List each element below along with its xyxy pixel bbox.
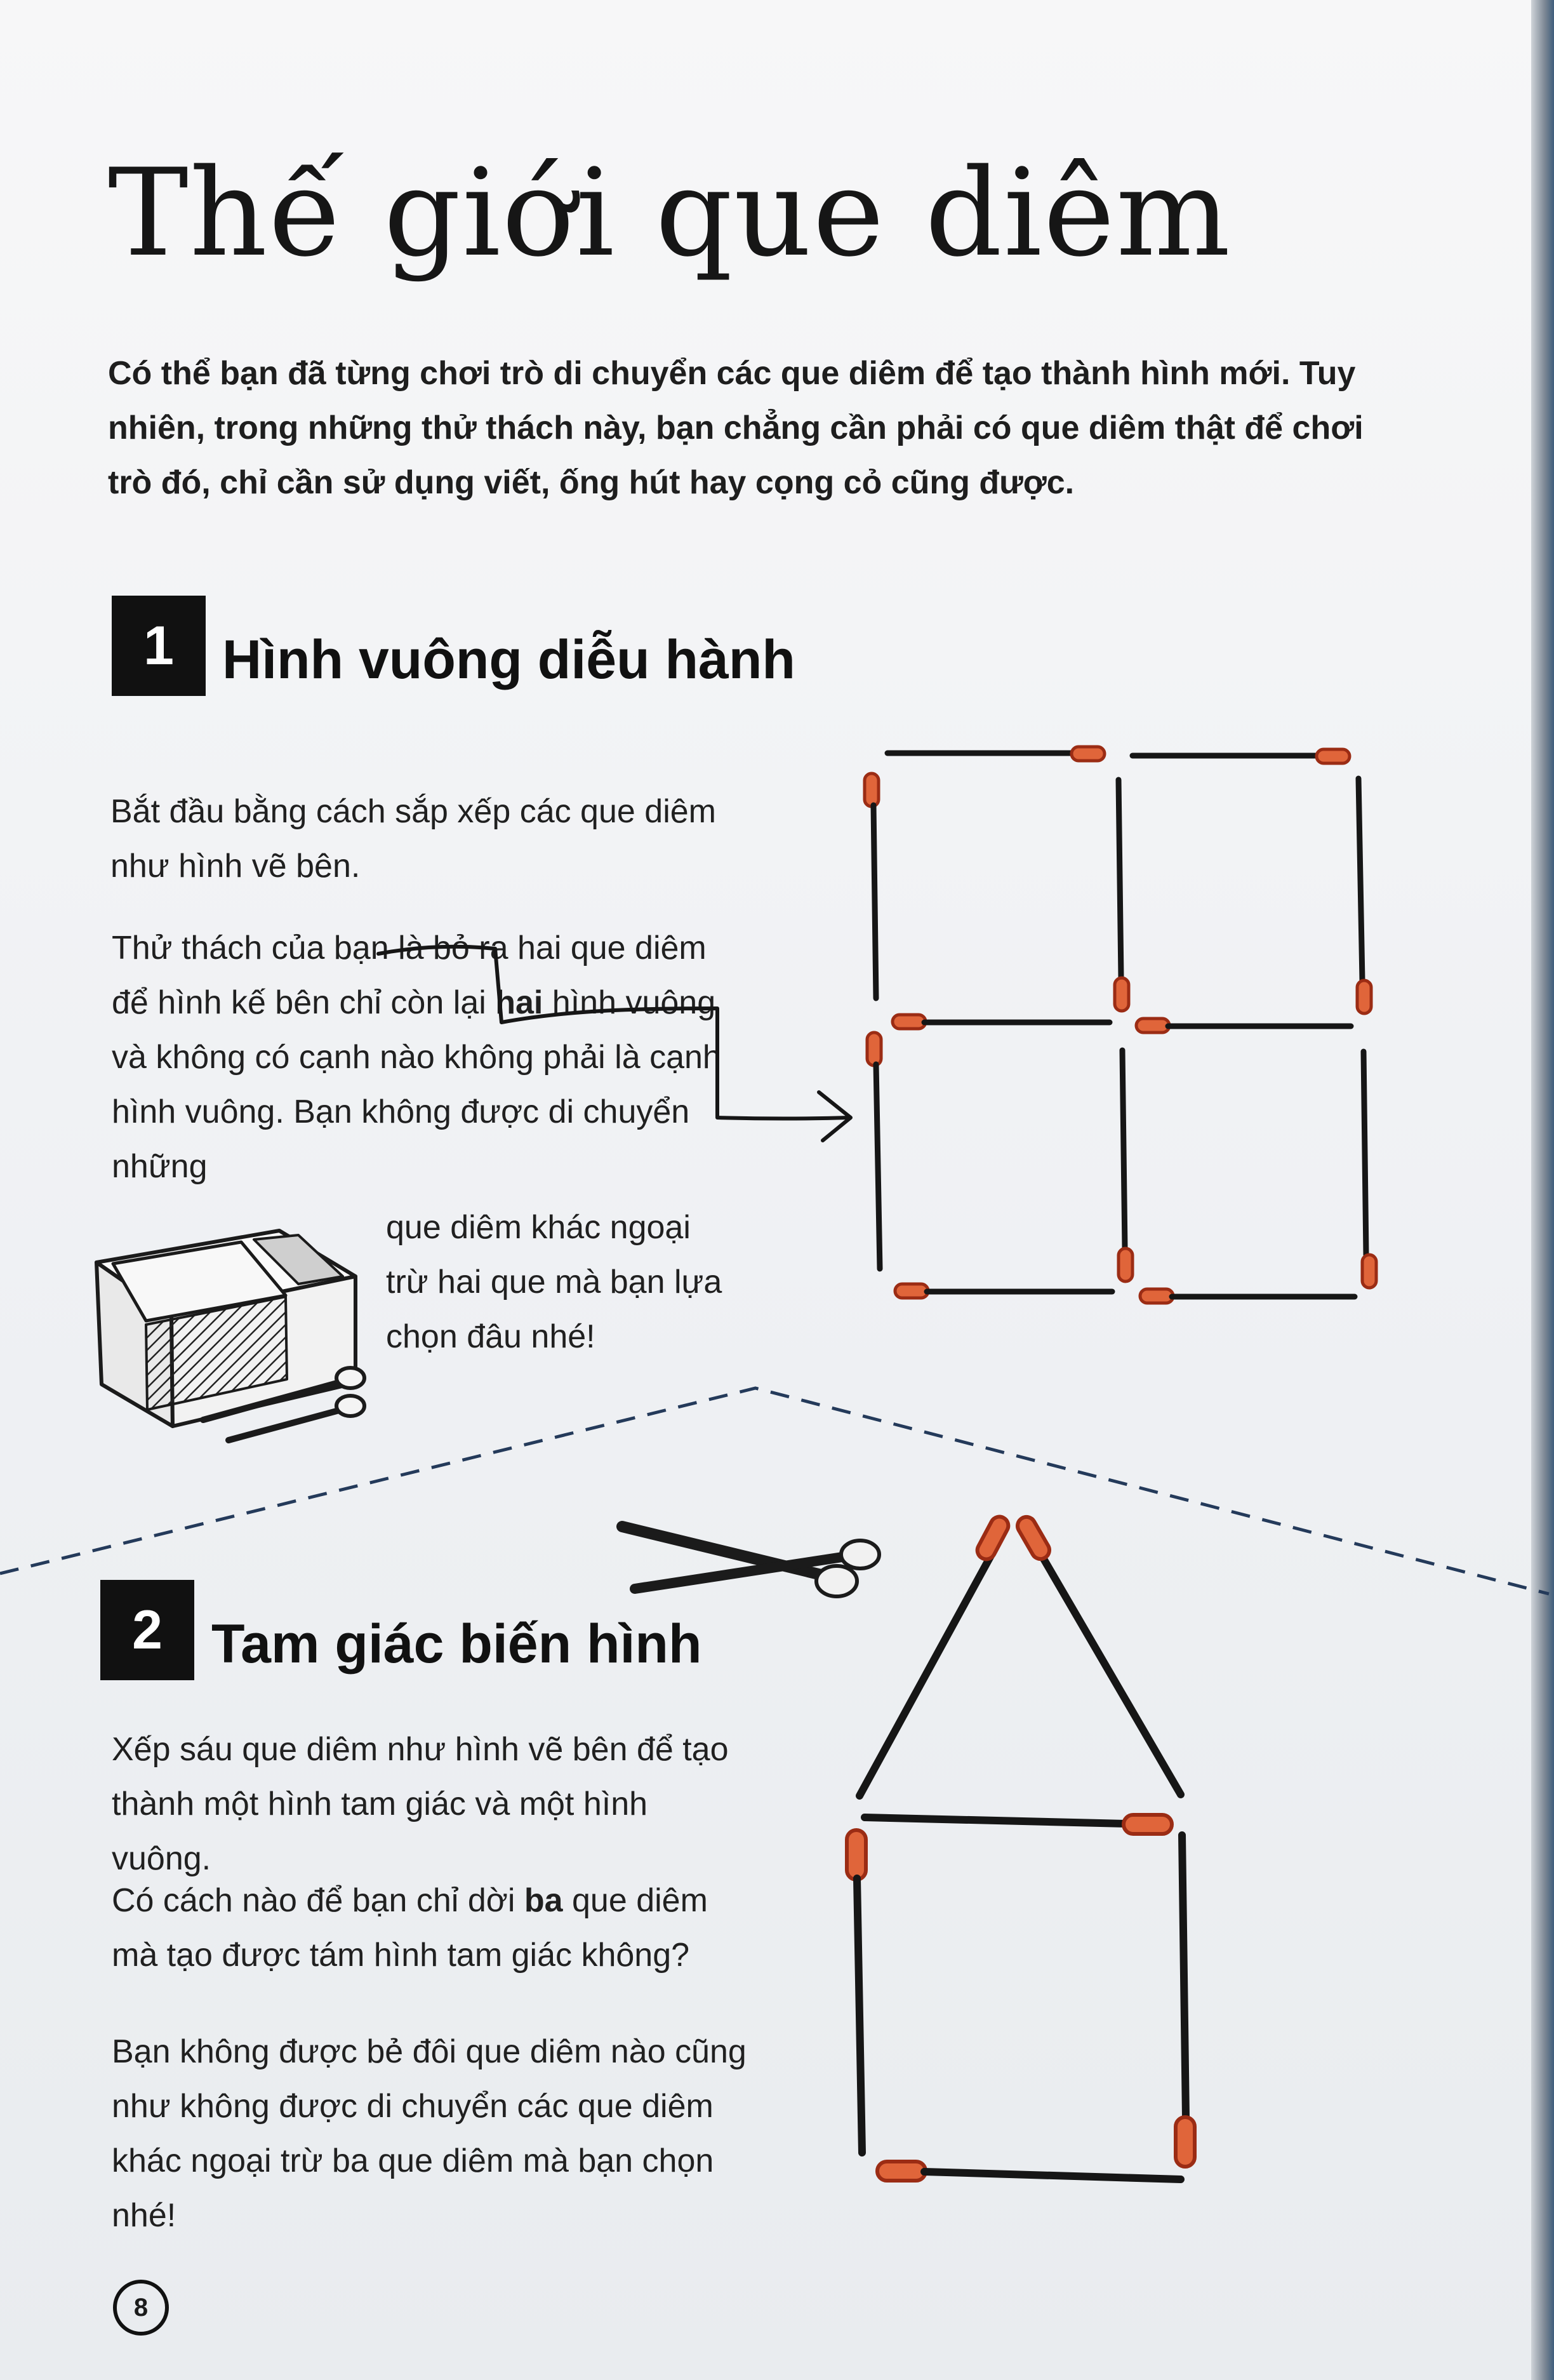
match-house-top — [865, 1815, 1172, 1834]
match-v-top-left — [865, 773, 879, 998]
puzzle-2-text-3: Bạn không được bẻ đôi que diêm nào cũng như không được di chuyển các que diêm khác ngoại trừ ba que diêm mà bạn chọn nhé! — [112, 2033, 747, 2234]
puzzle-2-text-1: Xếp sáu que diêm như hình vẽ bên để tạo thành một hình tam giác và một hình vuông. — [112, 1731, 729, 1877]
match-h-mid-right — [1136, 1019, 1351, 1033]
puzzle-2-text-2-bold: ba — [524, 1882, 563, 1919]
intro-paragraph: Có thể bạn đã từng chơi trò di chuyển các que diêm để tạo thành hình mới. Tuy nhiên, trong những thử thách này, bạn chẳng cần phải có que diêm thật để chơi trò đó, chỉ cần sử dụng viết, ống hút hay cọng cỏ cũng được. — [108, 355, 1364, 501]
puzzle-2-number: 2 — [100, 1580, 194, 1680]
puzzle-1-text-2a: Thử thách của bạn là bỏ ra hai que diêm để hình kế bên chỉ còn lại — [112, 930, 707, 1021]
puzzle-1-text-2b: hình vuông và không có cạnh nào không phải là cạnh hình vuông. Bạn không được di chuyển những — [112, 984, 721, 1185]
puzzle-1-matchstick-grid — [865, 747, 1376, 1303]
match-v-bot-left — [867, 1033, 881, 1269]
puzzle-2-title: Tam giác biến hình — [211, 1614, 702, 1675]
puzzle-1-text-1: Bắt đầu bằng cách sắp xếp các que diêm như hình vẽ bên. — [110, 793, 716, 885]
match-v-bot-mid — [1119, 1050, 1132, 1281]
puzzle-2-matchstick-house — [847, 1514, 1195, 2181]
match-house-bottom — [877, 2162, 1181, 2181]
match-house-right — [1176, 1835, 1195, 2167]
match-h-top-left — [887, 747, 1105, 761]
match-house-left — [847, 1830, 866, 2153]
page-number: 8 — [113, 2280, 169, 2336]
matchbox-icon — [96, 1231, 364, 1440]
puzzle-2-text-2b: que diêm mà tạo được tám hình tam giác không? — [112, 1882, 708, 1974]
page-title: Thế giới que diêm — [108, 143, 1232, 283]
puzzle-1-number: 1 — [112, 596, 206, 696]
loose-matches-icon — [622, 1527, 879, 1596]
match-h-mid-left — [893, 1015, 1110, 1029]
match-h-bot-right — [1140, 1289, 1355, 1303]
match-h-bot-left — [895, 1284, 1112, 1298]
match-v-top-right — [1357, 779, 1371, 1013]
puzzle-1-text-3: que diêm khác ngoại trừ hai que mà bạn lựa chọn đâu nhé! — [386, 1209, 722, 1355]
puzzle-2-text-2a: Có cách nào để bạn chỉ dời — [112, 1882, 515, 1919]
match-roof-right — [1014, 1514, 1181, 1795]
puzzle-1-title: Hình vuông diễu hành — [222, 629, 795, 690]
match-v-top-mid — [1115, 780, 1129, 1011]
match-v-bot-right — [1362, 1052, 1376, 1288]
match-roof-left — [860, 1514, 1011, 1796]
pointer-arrow-icon — [378, 947, 851, 1140]
puzzle-1-text-2-bold: hai — [495, 984, 543, 1021]
match-h-top-right — [1132, 749, 1350, 763]
